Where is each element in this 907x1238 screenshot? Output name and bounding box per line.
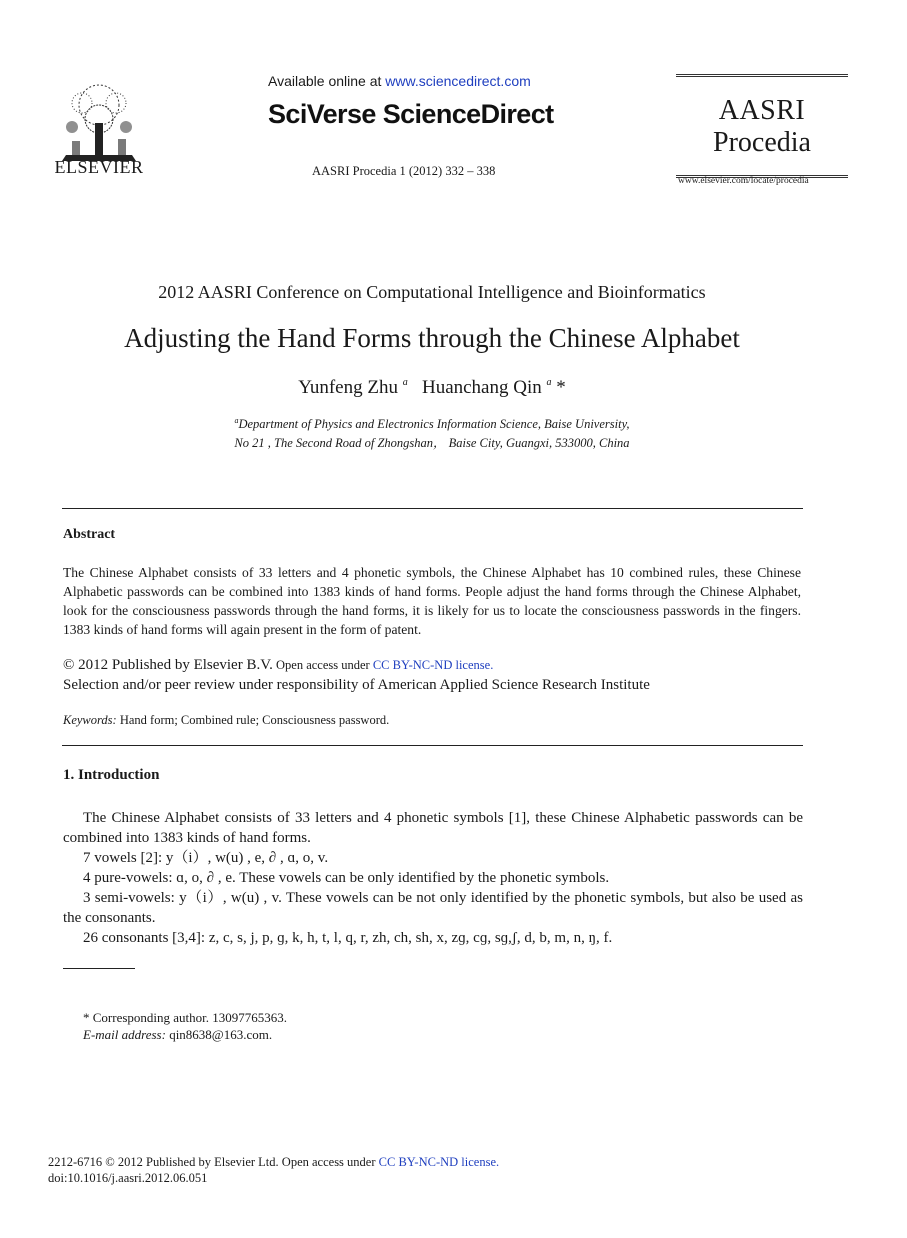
license-link[interactable]: CC BY-NC-ND license. bbox=[378, 1155, 500, 1169]
corresponding-marker: * bbox=[551, 377, 566, 398]
author-list bbox=[0, 377, 864, 399]
paragraph: The Chinese Alphabet consists of 33 letters and 4 phonetic symbols [1], these Chinese Alphabetic passwords can be combined into 1383 kinds of hand forms. bbox=[63, 810, 803, 846]
section-divider bbox=[62, 508, 803, 509]
affiliation-marker: a bbox=[234, 416, 239, 425]
publication-notice: © 2012 Published by Elsevier B.V. Open access under CC BY-NC-ND license. Selection and/or peer review under responsibility of American Applied Science Research Institute bbox=[63, 657, 650, 693]
journal-name-line2: Procedia bbox=[713, 127, 811, 158]
copyright-line: © 2012 Published by Elsevier B.V. bbox=[63, 657, 273, 673]
journal-name-line1: AASRI bbox=[718, 95, 806, 126]
section-heading: 1. Introduction bbox=[63, 767, 160, 783]
introduction-body bbox=[63, 808, 803, 948]
affiliation-line: No 21 , The Second Road of Zhongshan， Baise City, Guangxi, 533000, China bbox=[234, 436, 630, 450]
journal-url[interactable]: www.elsevier.com/locate/procedia bbox=[678, 176, 809, 186]
paragraph: 4 pure-vowels: ɑ, o, ∂ , e. These vowels can be only identified by the phonetic symbols. bbox=[83, 870, 610, 886]
section-divider bbox=[62, 745, 803, 746]
footnote-divider bbox=[63, 968, 135, 969]
abstract-heading: Abstract bbox=[63, 527, 116, 542]
sciencedirect-link[interactable]: www.sciencedirect.com bbox=[385, 73, 531, 89]
author-name: Yunfeng Zhu bbox=[298, 377, 398, 398]
license-link[interactable]: CC BY-NC-ND license. bbox=[372, 658, 494, 672]
doi-line: doi:10.1016/j.aasri.2012.06.051 bbox=[48, 1171, 208, 1185]
email-note: E-mail address: qin8638@163.com. bbox=[83, 1027, 273, 1042]
peer-review-line: Selection and/or peer review under responsibility of American Applied Science Research Institute bbox=[63, 677, 650, 693]
paper-title: Adjusting the Hand Forms through the Chinese Alphabet bbox=[124, 323, 740, 353]
affiliation-line: $^a$Department of Physics and Electronics Information Science, Baise University, bbox=[234, 416, 630, 431]
issn-line: 2212-6716 © 2012 Published by Elsevier Ltd. Open access under CC BY-NC-ND license. bbox=[48, 1155, 500, 1169]
affiliation-marker: a bbox=[546, 377, 552, 388]
affiliation-marker: a bbox=[402, 377, 408, 388]
paragraph: 26 consonants [3,4]: z, c, s, j, p, ɡ, k, h, t, l, q, r, zh, ch, sh, x, zɡ, cɡ, sɡ,ʃ, d, b, m, n, ŋ, f. bbox=[83, 930, 613, 946]
available-online: Available online at www.sciencedirect.com bbox=[268, 73, 531, 89]
journal-citation: AASRI Procedia 1 (2012) 332 – 338 bbox=[312, 164, 496, 178]
journal-name-box bbox=[676, 74, 848, 178]
paragraph: 3 semi-vowels: y（i）, w(u) , v. These vowels can be not only identified by the phonetic symbols, but also be used as the consonants. bbox=[63, 890, 803, 926]
corresponding-author-note: * Corresponding author. 13097765363. bbox=[83, 1010, 288, 1025]
conference-name: 2012 AASRI Conference on Computational Intelligence and Bioinformatics bbox=[158, 282, 706, 302]
keywords: Keywords: Hand form; Combined rule; Consciousness password. bbox=[63, 713, 390, 727]
author-name: Huanchang Qin bbox=[421, 377, 542, 398]
sciverse-sciencedirect-logo: SciVerse ScienceDirect bbox=[268, 99, 554, 129]
abstract-text: The Chinese Alphabet consists of 33 letters and 4 phonetic symbols, the Chinese Alphabet has 10 combined rules, these Chinese Alphabetic passwords can be combined into 1383 kinds of hand forms. People adjust the hand forms through the Chinese Alphabet, look for the consciousness passwords through the hand forms, it is likely for us to locate the consciousness passwords in the fingers. 1383 kinds of hand forms will again present in the form of patent. bbox=[63, 565, 801, 637]
paragraph: 7 vowels [2]: y（i）, w(u) , e, ∂ , ɑ, o, v. bbox=[83, 850, 329, 866]
elsevier-wordmark: ELSEVIER bbox=[54, 157, 144, 177]
